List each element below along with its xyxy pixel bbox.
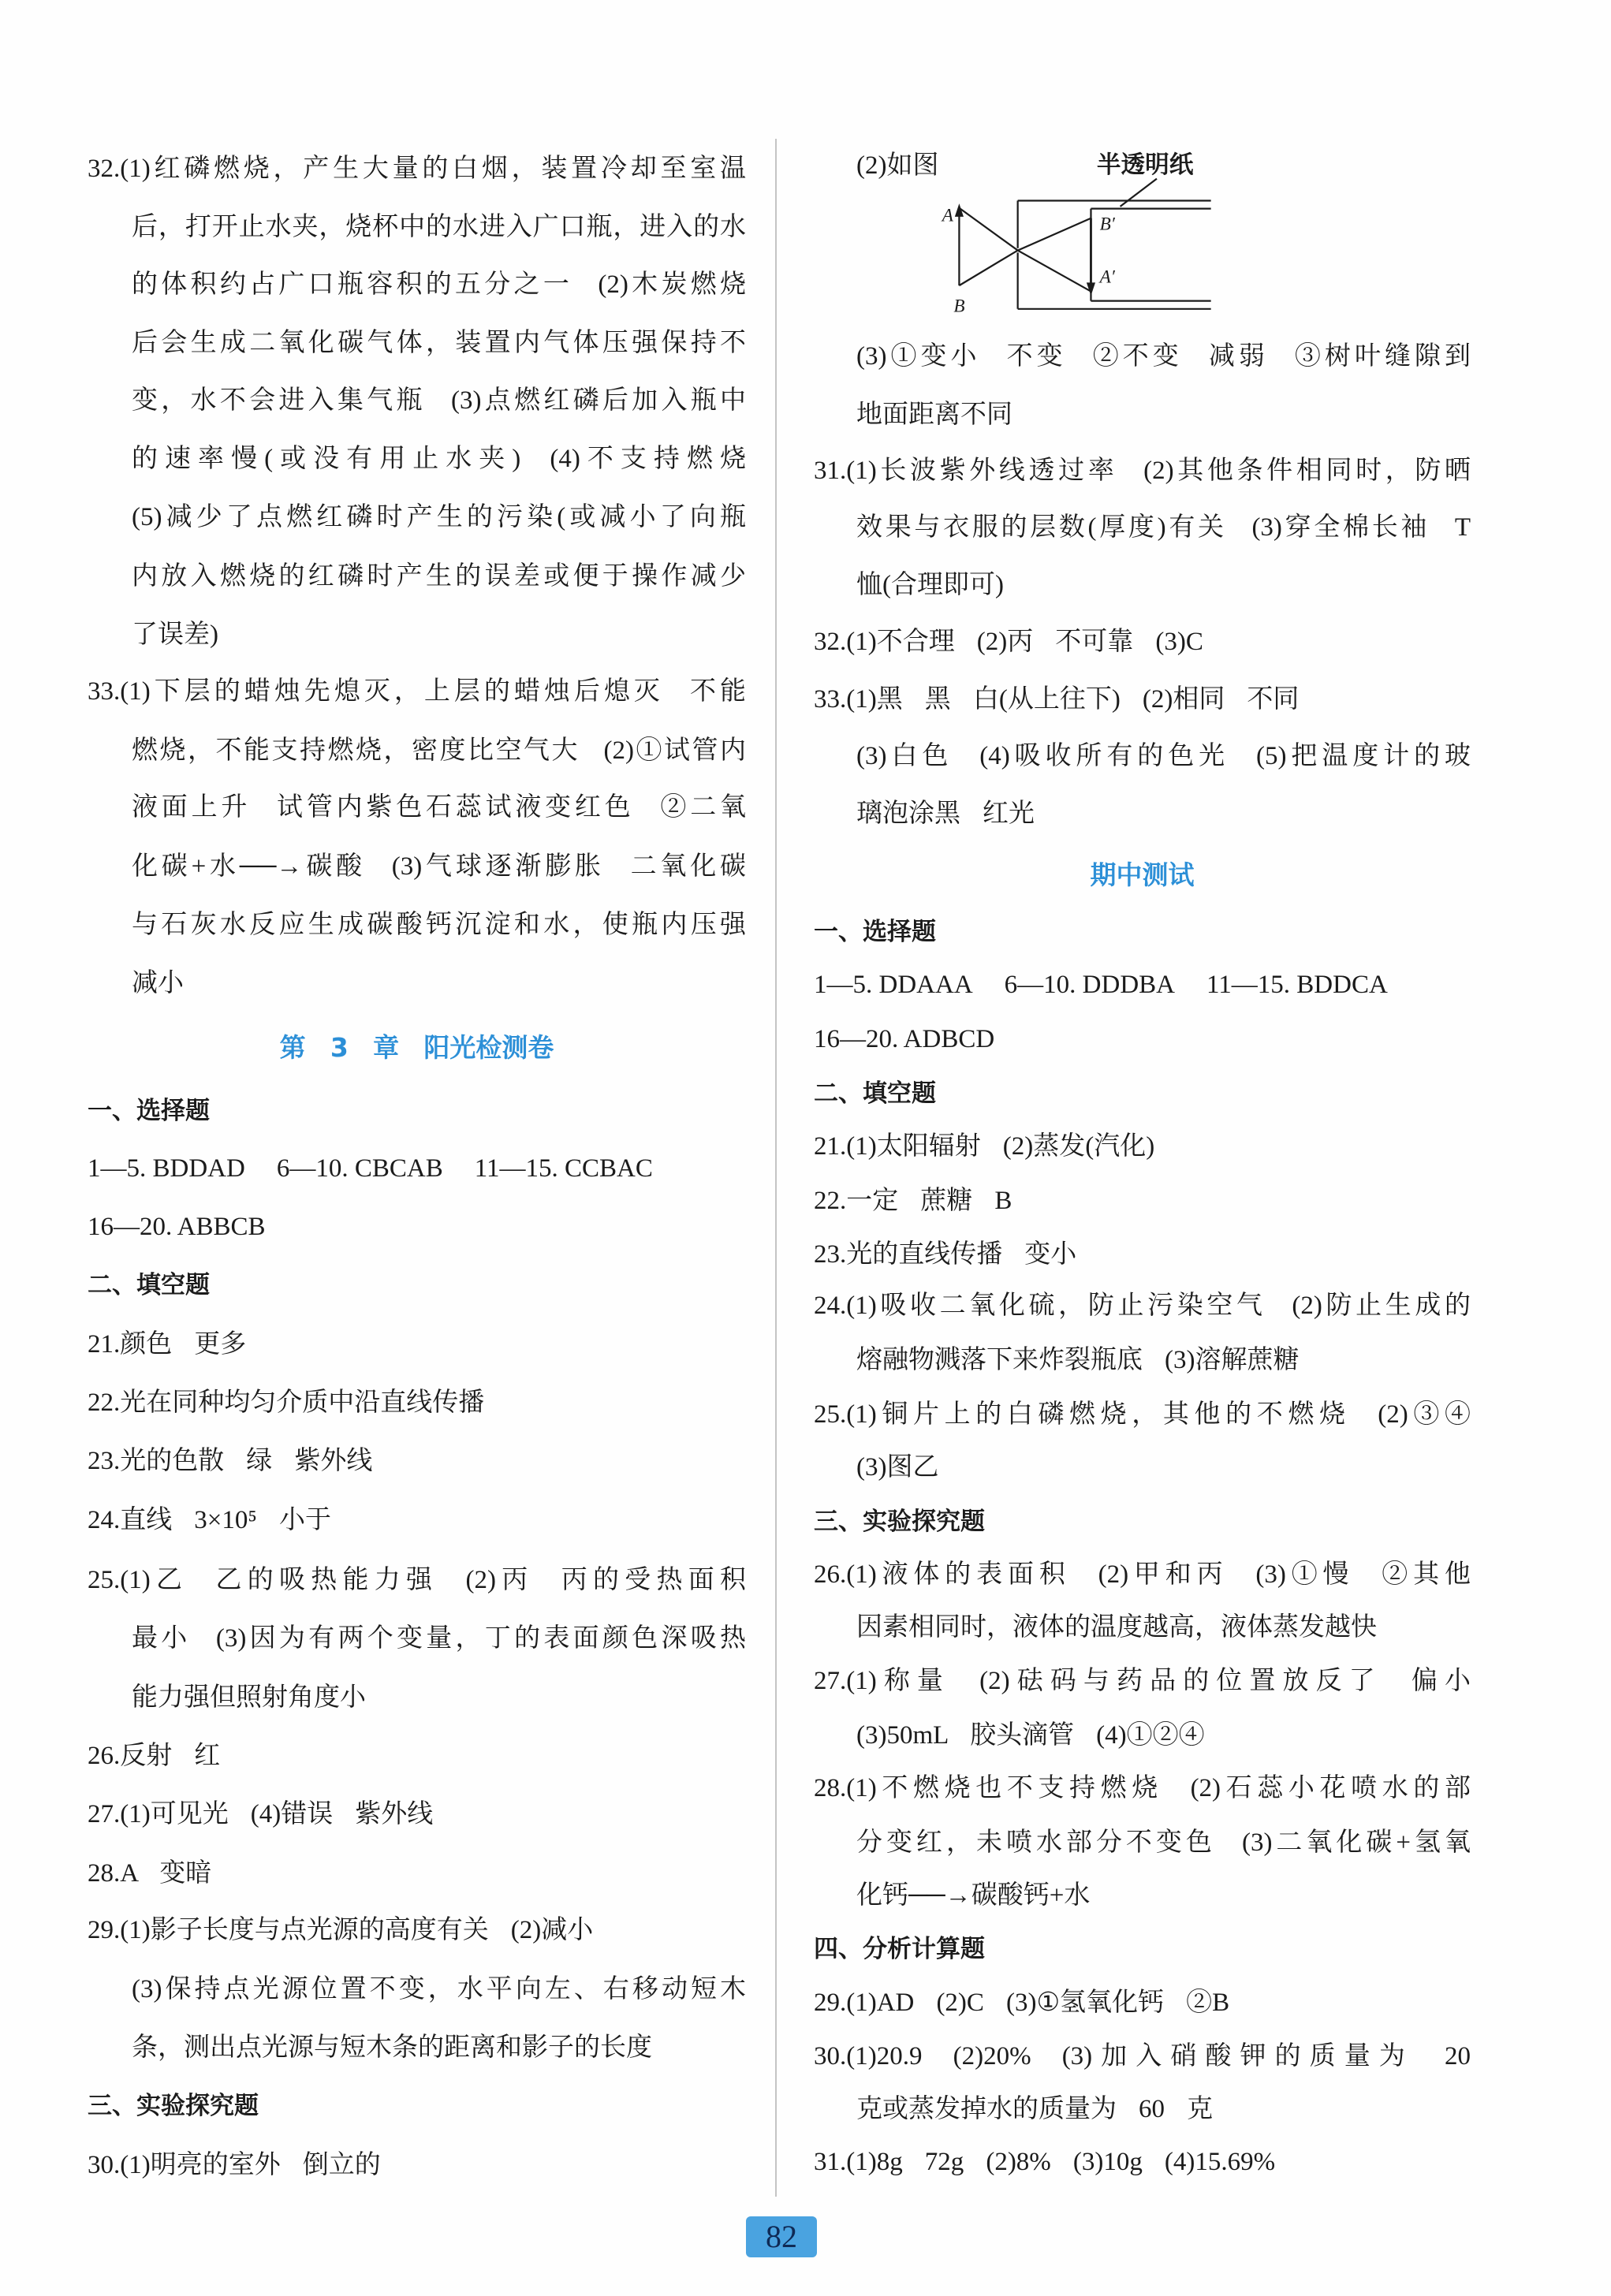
- answer-line-q27: 27.(1)可见光 (4)错误 紫外线: [88, 1800, 434, 1828]
- point-a-prime-label: A′: [1099, 266, 1115, 288]
- section-title-experiment: 三、实验探究题: [88, 2092, 259, 2120]
- choice-answer-group: 11—15. CCBAC: [474, 1154, 653, 1183]
- answer-line-q25: (3)图乙: [856, 1453, 939, 1482]
- point-b-prime-label: B′: [1099, 214, 1115, 235]
- answer-line-q22: 22.光在同种均匀介质中沿直线传播: [88, 1388, 485, 1417]
- answer-line-q24: 24.直线 3×10⁵ 小于: [88, 1506, 331, 1534]
- answer-line-q33: 液面上升 试管内紫色石蕊试液变红色 ②二氧: [132, 793, 746, 822]
- answer-line-q29: 29.(1)影子长度与点光源的高度有关 (2)减小: [88, 1916, 594, 1944]
- section-title-fill-blank: 二、填空题: [814, 1079, 936, 1108]
- light-ray: [959, 208, 1091, 292]
- section-title-calculation: 四、分析计算题: [814, 1935, 985, 1963]
- answer-line-q27: 27.(1)称量 (2)砝码与药品的位置放反了 偏小: [814, 1667, 1471, 1695]
- midterm-title: 期中测试: [1090, 859, 1195, 890]
- light-ray: [959, 218, 1091, 285]
- answer-line-q30: (3)①变小 不变 ②不变 减弱 ③树叶缝隙到: [856, 342, 1471, 371]
- answer-line-q27: (3)50mL 胶头滴管 (4)①②④: [856, 1721, 1205, 1750]
- answer-line-q25: 最小 (3)因为有两个变量，丁的表面颜色深吸热: [132, 1624, 746, 1653]
- answer-line-q26: 因素相同时，液体的温度越高，液体蒸发越快: [856, 1613, 1377, 1642]
- answer-line-q29: (3)保持点光源位置不变，水平向左、右移动短木: [132, 1975, 746, 2003]
- answer-line-q21: 21.(1)太阳辐射 (2)蒸发(汽化): [814, 1132, 1155, 1161]
- answer-line-q25: 25.(1)铜片上的白磷燃烧，其他的不燃烧 (2)③④: [814, 1400, 1471, 1429]
- choice-answers-row: [814, 1023, 1471, 1055]
- answer-line-q32: 后，打开止水夹，烧杯中的水进入广口瓶，进入的水: [132, 213, 746, 241]
- answer-line-q32: 的速率慢(或没有用止水夹) (4)不支持燃烧: [132, 445, 746, 473]
- answer-line-q33: 燃烧，不能支持燃烧，密度比空气大 (2)①试管内: [132, 736, 746, 765]
- answer-line-q23: 23.光的色散 绿 紫外线: [88, 1447, 373, 1475]
- answer-line-q30: 地面距离不同: [856, 401, 1012, 429]
- answer-line-q28: 28.(1)不燃烧也不支持燃烧 (2)石蕊小花喷水的部: [814, 1774, 1471, 1802]
- answer-line-q21: 21.颜色 更多: [88, 1330, 247, 1359]
- answer-line-q32: 32.(1)不合理 (2)丙 不可靠 (3)C: [814, 628, 1203, 656]
- answer-line-q24: 熔融物溅落下来炸裂瓶底 (3)溶解蔗糖: [856, 1346, 1300, 1374]
- section-title-choice: 一、选择题: [88, 1097, 210, 1125]
- answer-line-q29: 条，测出点光源与短木条的距离和影子的长度: [132, 2033, 652, 2062]
- answer-line-q31: 效果与衣服的层数(厚度)有关 (3)穿全棉长袖 T: [856, 513, 1471, 542]
- answer-line-q33: 化碳+水──→碳酸 (3)气球逐渐膨胀 二氧化碳: [132, 852, 746, 881]
- answer-line-q31: 恤(合理即可): [856, 571, 1004, 599]
- choice-answer-group: 16—20. ADBCD: [814, 1025, 995, 1053]
- section-title-fill-blank: 二、填空题: [88, 1271, 210, 1299]
- answer-line-q23: 23.光的直线传播 变小: [814, 1240, 1077, 1269]
- answer-line-q24: 24.(1)吸收二氧化硫，防止污染空气 (2)防止生成的: [814, 1292, 1471, 1320]
- pinhole-camera-figure: [923, 134, 1238, 323]
- answer-line-q28: 28.A 变暗: [88, 1859, 212, 1888]
- answer-line-q26: 26.反射 红: [88, 1742, 221, 1770]
- answer-line-q32: 了误差): [132, 621, 218, 649]
- point-a-label: A: [942, 205, 953, 226]
- paper-label: 半透明纸: [1096, 151, 1194, 180]
- answer-line-q33: 璃泡涂黑 红光: [856, 800, 1035, 828]
- choice-answer-group: 6—10. CBCAB: [276, 1154, 443, 1183]
- choice-answers-row: [88, 1211, 746, 1243]
- answer-line-q32: 32.(1)红磷燃烧，产生大量的白烟，装置冷却至室温: [88, 155, 746, 183]
- answer-line-q31: 31.(1)8g 72g (2)8% (3)10g (4)15.69%: [814, 2148, 1276, 2176]
- choice-answer-group: 6—10. DDDBA: [1004, 971, 1176, 999]
- answer-line-q33: 33.(1)黑 黑 白(从上往下) (2)相同 不同: [814, 685, 1300, 714]
- choice-answers-row: [814, 969, 1471, 1001]
- answer-line-q32: (5)减少了点燃红磷时产生的污染(或减小了向瓶: [132, 503, 746, 531]
- answer-line-q31: 31.(1)长波紫外线透过率 (2)其他条件相同时，防晒: [814, 457, 1471, 485]
- answer-line-q25: 25.(1)乙 乙的吸热能力强 (2)丙 丙的受热面积: [88, 1566, 746, 1594]
- answer-line-q33: 33.(1)下层的蜡烛先熄灭，上层的蜡烛后熄灭 不能: [88, 677, 746, 706]
- answer-line-q26: 26.(1)液体的表面积 (2)甲和丙 (3)①慢 ②其他: [814, 1560, 1471, 1589]
- answer-line-q30: 克或蒸发掉水的质量为 60 克: [856, 2095, 1214, 2123]
- answer-line-q28: 分变红，未喷水部分不变色 (3)二氧化碳+氢氧: [856, 1828, 1471, 1857]
- column-divider: [775, 139, 777, 2197]
- answer-line-q30: 30.(1)20.9 (2)20% (3)加入硝酸钾的质量为 20: [814, 2042, 1471, 2070]
- answer-line-q32: 后会生成二氧化碳气体，装置内气体压强保持不: [132, 329, 746, 357]
- answer-line-q33: 减小: [132, 969, 184, 997]
- answer-line-q22: 22.一定 蔗糖 B: [814, 1187, 1012, 1215]
- choice-answers-row: [88, 1153, 746, 1184]
- choice-answer-group: 1—5. DDAAA: [814, 971, 973, 999]
- choice-answer-group: 11—15. BDDCA: [1206, 971, 1388, 999]
- answer-line-q33: 与石灰水反应生成碳酸钙沉淀和水，使瓶内压强: [132, 911, 746, 939]
- choice-answer-group: 16—20. ABBCB: [88, 1213, 266, 1241]
- label-leader-line: [1121, 179, 1157, 207]
- answer-line-q29: 29.(1)AD (2)C (3)①氢氧化钙 ②B: [814, 1988, 1230, 2017]
- section-title-experiment: 三、实验探究题: [814, 1508, 985, 1536]
- answer-line-q32: 的体积约占广口瓶容积的五分之一 (2)木炭燃烧: [132, 270, 746, 299]
- section-title-choice: 一、选择题: [814, 918, 936, 946]
- page-number: 82: [766, 2219, 797, 2254]
- page-number-badge: [746, 2216, 817, 2257]
- answer-line-q32: 内放入燃烧的红磷时产生的误差或便于操作减少: [132, 562, 746, 591]
- point-b-label: B: [953, 296, 965, 317]
- answer-line-q32: 变，水不会进入集气瓶 (3)点燃红磷后加入瓶中: [132, 386, 746, 415]
- chapter-3-title: 第 3 章 阳光检测卷: [279, 1032, 554, 1063]
- answer-line-q33: (3)白色 (4)吸收所有的色光 (5)把温度计的玻: [856, 742, 1471, 770]
- choice-answer-group: 1—5. BDDAD: [88, 1154, 245, 1183]
- answer-line-q28: 化钙──→碳酸钙+水: [856, 1881, 1091, 1910]
- answer-line-q30: 30.(1)明亮的室外 倒立的: [88, 2151, 381, 2179]
- figure-intro: (2)如图: [856, 151, 939, 180]
- answer-line-q25: 能力强但照射角度小: [132, 1683, 366, 1712]
